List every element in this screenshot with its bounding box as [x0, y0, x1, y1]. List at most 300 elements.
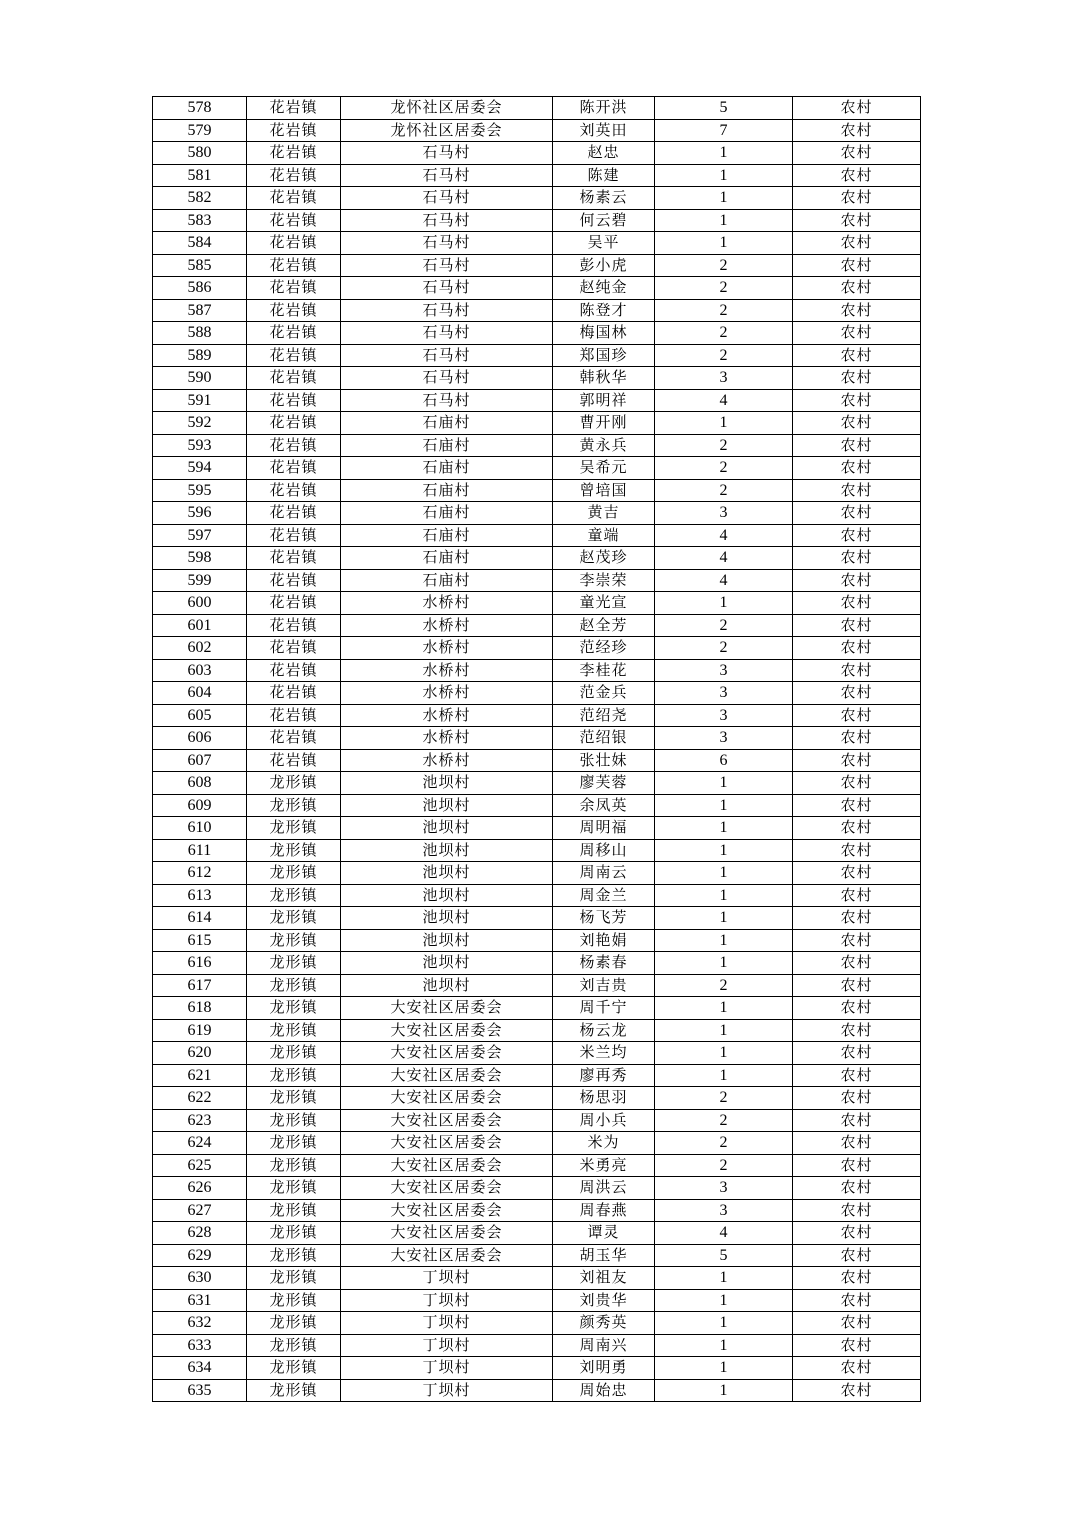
area-type-cell: 农村: [793, 1267, 921, 1290]
town-cell: 龙形镇: [247, 1244, 341, 1267]
household-count-cell: 4: [655, 524, 793, 547]
table-row: [153, 997, 921, 1020]
row-number-cell: 634: [153, 1357, 247, 1380]
household-count-cell: 1: [655, 1267, 793, 1290]
town-cell: 花岩镇: [247, 682, 341, 705]
table-row: [153, 389, 921, 412]
town-cell: 龙形镇: [247, 907, 341, 930]
household-count-cell: 1: [655, 1019, 793, 1042]
village-cell: 石马村: [341, 164, 553, 187]
household-count-cell: 1: [655, 952, 793, 975]
table-row: [153, 1334, 921, 1357]
person-name-cell: 李崇荣: [553, 569, 655, 592]
village-cell: 池坝村: [341, 794, 553, 817]
town-cell: 花岩镇: [247, 412, 341, 435]
village-cell: 水桥村: [341, 637, 553, 660]
town-cell: 花岩镇: [247, 277, 341, 300]
row-number-cell: 591: [153, 389, 247, 412]
area-type-cell: 农村: [793, 457, 921, 480]
table-row: [153, 929, 921, 952]
village-cell: 石庙村: [341, 434, 553, 457]
row-number-cell: 623: [153, 1109, 247, 1132]
area-type-cell: 农村: [793, 659, 921, 682]
village-cell: 石马村: [341, 344, 553, 367]
table-row: [153, 164, 921, 187]
household-count-cell: 1: [655, 1379, 793, 1402]
village-cell: 水桥村: [341, 727, 553, 750]
town-cell: 花岩镇: [247, 592, 341, 615]
town-cell: 花岩镇: [247, 389, 341, 412]
town-cell: 花岩镇: [247, 164, 341, 187]
row-number-cell: 594: [153, 457, 247, 480]
person-name-cell: 赵纯金: [553, 277, 655, 300]
town-cell: 花岩镇: [247, 322, 341, 345]
town-cell: 龙形镇: [247, 1042, 341, 1065]
row-number-cell: 598: [153, 547, 247, 570]
table-row: [153, 1379, 921, 1402]
person-name-cell: 杨思羽: [553, 1087, 655, 1110]
household-count-cell: 1: [655, 817, 793, 840]
table-row: [153, 1199, 921, 1222]
area-type-cell: 农村: [793, 1222, 921, 1245]
row-number-cell: 596: [153, 502, 247, 525]
table-row: [153, 1222, 921, 1245]
area-type-cell: 农村: [793, 412, 921, 435]
table-row: [153, 344, 921, 367]
area-type-cell: 农村: [793, 772, 921, 795]
row-number-cell: 588: [153, 322, 247, 345]
table-row: [153, 704, 921, 727]
row-number-cell: 592: [153, 412, 247, 435]
roster-table-body: [153, 97, 921, 1402]
household-count-cell: 1: [655, 1289, 793, 1312]
row-number-cell: 589: [153, 344, 247, 367]
village-cell: 水桥村: [341, 614, 553, 637]
village-cell: 石马村: [341, 187, 553, 210]
row-number-cell: 625: [153, 1154, 247, 1177]
village-cell: 池坝村: [341, 929, 553, 952]
town-cell: 花岩镇: [247, 614, 341, 637]
area-type-cell: 农村: [793, 997, 921, 1020]
household-count-cell: 1: [655, 1357, 793, 1380]
household-count-cell: 1: [655, 839, 793, 862]
table-row: [153, 659, 921, 682]
row-number-cell: 612: [153, 862, 247, 885]
area-type-cell: 农村: [793, 592, 921, 615]
person-name-cell: 梅国林: [553, 322, 655, 345]
person-name-cell: 吴希元: [553, 457, 655, 480]
table-row: [153, 1244, 921, 1267]
household-count-cell: 3: [655, 682, 793, 705]
area-type-cell: 农村: [793, 727, 921, 750]
row-number-cell: 628: [153, 1222, 247, 1245]
table-row: [153, 502, 921, 525]
person-name-cell: 范绍银: [553, 727, 655, 750]
row-number-cell: 582: [153, 187, 247, 210]
person-name-cell: 周春燕: [553, 1199, 655, 1222]
person-name-cell: 吴平: [553, 232, 655, 255]
area-type-cell: 农村: [793, 929, 921, 952]
person-name-cell: 周始忠: [553, 1379, 655, 1402]
row-number-cell: 584: [153, 232, 247, 255]
row-number-cell: 622: [153, 1087, 247, 1110]
person-name-cell: 韩秋华: [553, 367, 655, 390]
household-count-cell: 4: [655, 569, 793, 592]
town-cell: 花岩镇: [247, 569, 341, 592]
household-count-cell: 3: [655, 659, 793, 682]
village-cell: 龙怀社区居委会: [341, 97, 553, 120]
table-row: [153, 254, 921, 277]
table-row: [153, 592, 921, 615]
household-count-cell: 3: [655, 1177, 793, 1200]
area-type-cell: 农村: [793, 164, 921, 187]
household-count-cell: 1: [655, 794, 793, 817]
town-cell: 龙形镇: [247, 817, 341, 840]
person-name-cell: 郭明祥: [553, 389, 655, 412]
person-name-cell: 曹开刚: [553, 412, 655, 435]
area-type-cell: 农村: [793, 479, 921, 502]
town-cell: 龙形镇: [247, 884, 341, 907]
village-cell: 丁坝村: [341, 1289, 553, 1312]
town-cell: 龙形镇: [247, 1019, 341, 1042]
table-row: [153, 457, 921, 480]
person-name-cell: 颜秀英: [553, 1312, 655, 1335]
household-count-cell: 5: [655, 1244, 793, 1267]
row-number-cell: 585: [153, 254, 247, 277]
document-page: [152, 96, 920, 1402]
area-type-cell: 农村: [793, 524, 921, 547]
village-cell: 石马村: [341, 142, 553, 165]
row-number-cell: 626: [153, 1177, 247, 1200]
town-cell: 龙形镇: [247, 929, 341, 952]
person-name-cell: 杨素云: [553, 187, 655, 210]
household-count-cell: 3: [655, 727, 793, 750]
table-row: [153, 637, 921, 660]
village-cell: 池坝村: [341, 884, 553, 907]
person-name-cell: 周小兵: [553, 1109, 655, 1132]
household-count-cell: 2: [655, 457, 793, 480]
person-name-cell: 胡玉华: [553, 1244, 655, 1267]
area-type-cell: 农村: [793, 1379, 921, 1402]
row-number-cell: 578: [153, 97, 247, 120]
village-cell: 石马村: [341, 232, 553, 255]
household-count-cell: 2: [655, 434, 793, 457]
row-number-cell: 605: [153, 704, 247, 727]
village-cell: 丁坝村: [341, 1334, 553, 1357]
person-name-cell: 米勇亮: [553, 1154, 655, 1177]
person-name-cell: 童光宣: [553, 592, 655, 615]
area-type-cell: 农村: [793, 907, 921, 930]
town-cell: 龙形镇: [247, 1132, 341, 1155]
row-number-cell: 635: [153, 1379, 247, 1402]
person-name-cell: 彭小虎: [553, 254, 655, 277]
person-name-cell: 陈开洪: [553, 97, 655, 120]
row-number-cell: 621: [153, 1064, 247, 1087]
town-cell: 花岩镇: [247, 749, 341, 772]
town-cell: 花岩镇: [247, 254, 341, 277]
area-type-cell: 农村: [793, 1289, 921, 1312]
person-name-cell: 谭灵: [553, 1222, 655, 1245]
town-cell: 花岩镇: [247, 524, 341, 547]
person-name-cell: 米为: [553, 1132, 655, 1155]
household-count-cell: 1: [655, 1042, 793, 1065]
household-count-cell: 6: [655, 749, 793, 772]
person-name-cell: 童端: [553, 524, 655, 547]
household-count-cell: 1: [655, 997, 793, 1020]
person-name-cell: 范金兵: [553, 682, 655, 705]
row-number-cell: 619: [153, 1019, 247, 1042]
village-cell: 石马村: [341, 254, 553, 277]
household-count-cell: 2: [655, 322, 793, 345]
village-cell: 水桥村: [341, 704, 553, 727]
area-type-cell: 农村: [793, 344, 921, 367]
person-name-cell: 米兰均: [553, 1042, 655, 1065]
village-cell: 丁坝村: [341, 1267, 553, 1290]
area-type-cell: 农村: [793, 502, 921, 525]
person-name-cell: 刘明勇: [553, 1357, 655, 1380]
town-cell: 龙形镇: [247, 1109, 341, 1132]
area-type-cell: 农村: [793, 142, 921, 165]
row-number-cell: 597: [153, 524, 247, 547]
table-row: [153, 794, 921, 817]
row-number-cell: 631: [153, 1289, 247, 1312]
household-count-cell: 4: [655, 389, 793, 412]
table-row: [153, 884, 921, 907]
area-type-cell: 农村: [793, 1109, 921, 1132]
table-row: [153, 119, 921, 142]
row-number-cell: 609: [153, 794, 247, 817]
area-type-cell: 农村: [793, 277, 921, 300]
village-cell: 池坝村: [341, 952, 553, 975]
person-name-cell: 黄永兵: [553, 434, 655, 457]
row-number-cell: 600: [153, 592, 247, 615]
town-cell: 花岩镇: [247, 659, 341, 682]
household-count-cell: 2: [655, 344, 793, 367]
area-type-cell: 农村: [793, 389, 921, 412]
table-row: [153, 952, 921, 975]
village-cell: 水桥村: [341, 592, 553, 615]
household-count-cell: 7: [655, 119, 793, 142]
person-name-cell: 周南云: [553, 862, 655, 885]
village-cell: 水桥村: [341, 749, 553, 772]
area-type-cell: 农村: [793, 1087, 921, 1110]
household-count-cell: 3: [655, 502, 793, 525]
town-cell: 花岩镇: [247, 367, 341, 390]
row-number-cell: 629: [153, 1244, 247, 1267]
area-type-cell: 农村: [793, 862, 921, 885]
town-cell: 龙形镇: [247, 839, 341, 862]
town-cell: 龙形镇: [247, 997, 341, 1020]
table-row: [153, 187, 921, 210]
table-row: [153, 524, 921, 547]
village-cell: 池坝村: [341, 907, 553, 930]
area-type-cell: 农村: [793, 569, 921, 592]
town-cell: 龙形镇: [247, 1334, 341, 1357]
row-number-cell: 581: [153, 164, 247, 187]
row-number-cell: 617: [153, 974, 247, 997]
person-name-cell: 杨云龙: [553, 1019, 655, 1042]
village-cell: 大安社区居委会: [341, 997, 553, 1020]
row-number-cell: 595: [153, 479, 247, 502]
table-row: [153, 1132, 921, 1155]
table-row: [153, 772, 921, 795]
household-count-cell: 1: [655, 772, 793, 795]
town-cell: 龙形镇: [247, 1357, 341, 1380]
village-cell: 石马村: [341, 322, 553, 345]
table-row: [153, 974, 921, 997]
table-row: [153, 1267, 921, 1290]
table-row: [153, 682, 921, 705]
household-count-cell: 4: [655, 547, 793, 570]
village-cell: 大安社区居委会: [341, 1019, 553, 1042]
household-count-cell: 1: [655, 929, 793, 952]
household-count-cell: 3: [655, 704, 793, 727]
table-row: [153, 1087, 921, 1110]
area-type-cell: 农村: [793, 682, 921, 705]
row-number-cell: 611: [153, 839, 247, 862]
area-type-cell: 农村: [793, 119, 921, 142]
table-row: [153, 1177, 921, 1200]
village-cell: 大安社区居委会: [341, 1087, 553, 1110]
village-cell: 龙怀社区居委会: [341, 119, 553, 142]
town-cell: 龙形镇: [247, 1379, 341, 1402]
row-number-cell: 606: [153, 727, 247, 750]
row-number-cell: 632: [153, 1312, 247, 1335]
town-cell: 龙形镇: [247, 1312, 341, 1335]
household-count-cell: 1: [655, 884, 793, 907]
table-row: [153, 1109, 921, 1132]
row-number-cell: 608: [153, 772, 247, 795]
village-cell: 石庙村: [341, 547, 553, 570]
row-number-cell: 610: [153, 817, 247, 840]
village-cell: 大安社区居委会: [341, 1109, 553, 1132]
village-cell: 池坝村: [341, 772, 553, 795]
area-type-cell: 农村: [793, 794, 921, 817]
table-row: [153, 547, 921, 570]
person-name-cell: 陈建: [553, 164, 655, 187]
town-cell: 龙形镇: [247, 1267, 341, 1290]
household-count-cell: 1: [655, 1064, 793, 1087]
area-type-cell: 农村: [793, 1132, 921, 1155]
town-cell: 花岩镇: [247, 704, 341, 727]
village-cell: 石马村: [341, 299, 553, 322]
town-cell: 花岩镇: [247, 187, 341, 210]
person-name-cell: 何云碧: [553, 209, 655, 232]
table-row: [153, 1042, 921, 1065]
table-row: [153, 907, 921, 930]
table-row: [153, 412, 921, 435]
row-number-cell: 620: [153, 1042, 247, 1065]
person-name-cell: 曾培国: [553, 479, 655, 502]
table-row: [153, 142, 921, 165]
household-count-cell: 1: [655, 412, 793, 435]
row-number-cell: 590: [153, 367, 247, 390]
village-cell: 石马村: [341, 277, 553, 300]
village-cell: 大安社区居委会: [341, 1199, 553, 1222]
row-number-cell: 603: [153, 659, 247, 682]
person-name-cell: 杨飞芳: [553, 907, 655, 930]
area-type-cell: 农村: [793, 97, 921, 120]
person-name-cell: 赵全芳: [553, 614, 655, 637]
village-cell: 石庙村: [341, 457, 553, 480]
household-count-cell: 2: [655, 299, 793, 322]
row-number-cell: 601: [153, 614, 247, 637]
village-cell: 石马村: [341, 209, 553, 232]
town-cell: 龙形镇: [247, 794, 341, 817]
table-row: [153, 1064, 921, 1087]
town-cell: 花岩镇: [247, 547, 341, 570]
town-cell: 龙形镇: [247, 952, 341, 975]
village-cell: 大安社区居委会: [341, 1222, 553, 1245]
row-number-cell: 580: [153, 142, 247, 165]
row-number-cell: 616: [153, 952, 247, 975]
household-count-cell: 3: [655, 1199, 793, 1222]
village-cell: 石马村: [341, 389, 553, 412]
village-cell: 大安社区居委会: [341, 1154, 553, 1177]
area-type-cell: 农村: [793, 1334, 921, 1357]
village-cell: 池坝村: [341, 839, 553, 862]
area-type-cell: 农村: [793, 1244, 921, 1267]
person-name-cell: 周金兰: [553, 884, 655, 907]
household-count-cell: 4: [655, 1222, 793, 1245]
household-count-cell: 2: [655, 614, 793, 637]
household-count-cell: 2: [655, 637, 793, 660]
area-type-cell: 农村: [793, 1357, 921, 1380]
table-row: [153, 434, 921, 457]
town-cell: 花岩镇: [247, 119, 341, 142]
town-cell: 龙形镇: [247, 862, 341, 885]
town-cell: 花岩镇: [247, 97, 341, 120]
person-name-cell: 刘英田: [553, 119, 655, 142]
table-row: [153, 1357, 921, 1380]
row-number-cell: 627: [153, 1199, 247, 1222]
area-type-cell: 农村: [793, 1154, 921, 1177]
table-row: [153, 1019, 921, 1042]
person-name-cell: 郑国珍: [553, 344, 655, 367]
row-number-cell: 624: [153, 1132, 247, 1155]
table-row: [153, 749, 921, 772]
area-type-cell: 农村: [793, 974, 921, 997]
row-number-cell: 613: [153, 884, 247, 907]
village-cell: 丁坝村: [341, 1357, 553, 1380]
table-row: [153, 277, 921, 300]
household-count-cell: 2: [655, 974, 793, 997]
village-cell: 石庙村: [341, 569, 553, 592]
row-number-cell: 633: [153, 1334, 247, 1357]
area-type-cell: 农村: [793, 1064, 921, 1087]
area-type-cell: 农村: [793, 254, 921, 277]
table-row: [153, 232, 921, 255]
village-cell: 丁坝村: [341, 1312, 553, 1335]
household-count-cell: 1: [655, 1334, 793, 1357]
person-name-cell: 周明福: [553, 817, 655, 840]
area-type-cell: 农村: [793, 1019, 921, 1042]
area-type-cell: 农村: [793, 187, 921, 210]
village-cell: 大安社区居委会: [341, 1177, 553, 1200]
area-type-cell: 农村: [793, 209, 921, 232]
area-type-cell: 农村: [793, 952, 921, 975]
person-name-cell: 周南兴: [553, 1334, 655, 1357]
town-cell: 龙形镇: [247, 1222, 341, 1245]
town-cell: 龙形镇: [247, 1199, 341, 1222]
person-name-cell: 赵茂珍: [553, 547, 655, 570]
village-cell: 池坝村: [341, 862, 553, 885]
area-type-cell: 农村: [793, 367, 921, 390]
area-type-cell: 农村: [793, 637, 921, 660]
household-count-cell: 1: [655, 164, 793, 187]
table-row: [153, 97, 921, 120]
area-type-cell: 农村: [793, 547, 921, 570]
